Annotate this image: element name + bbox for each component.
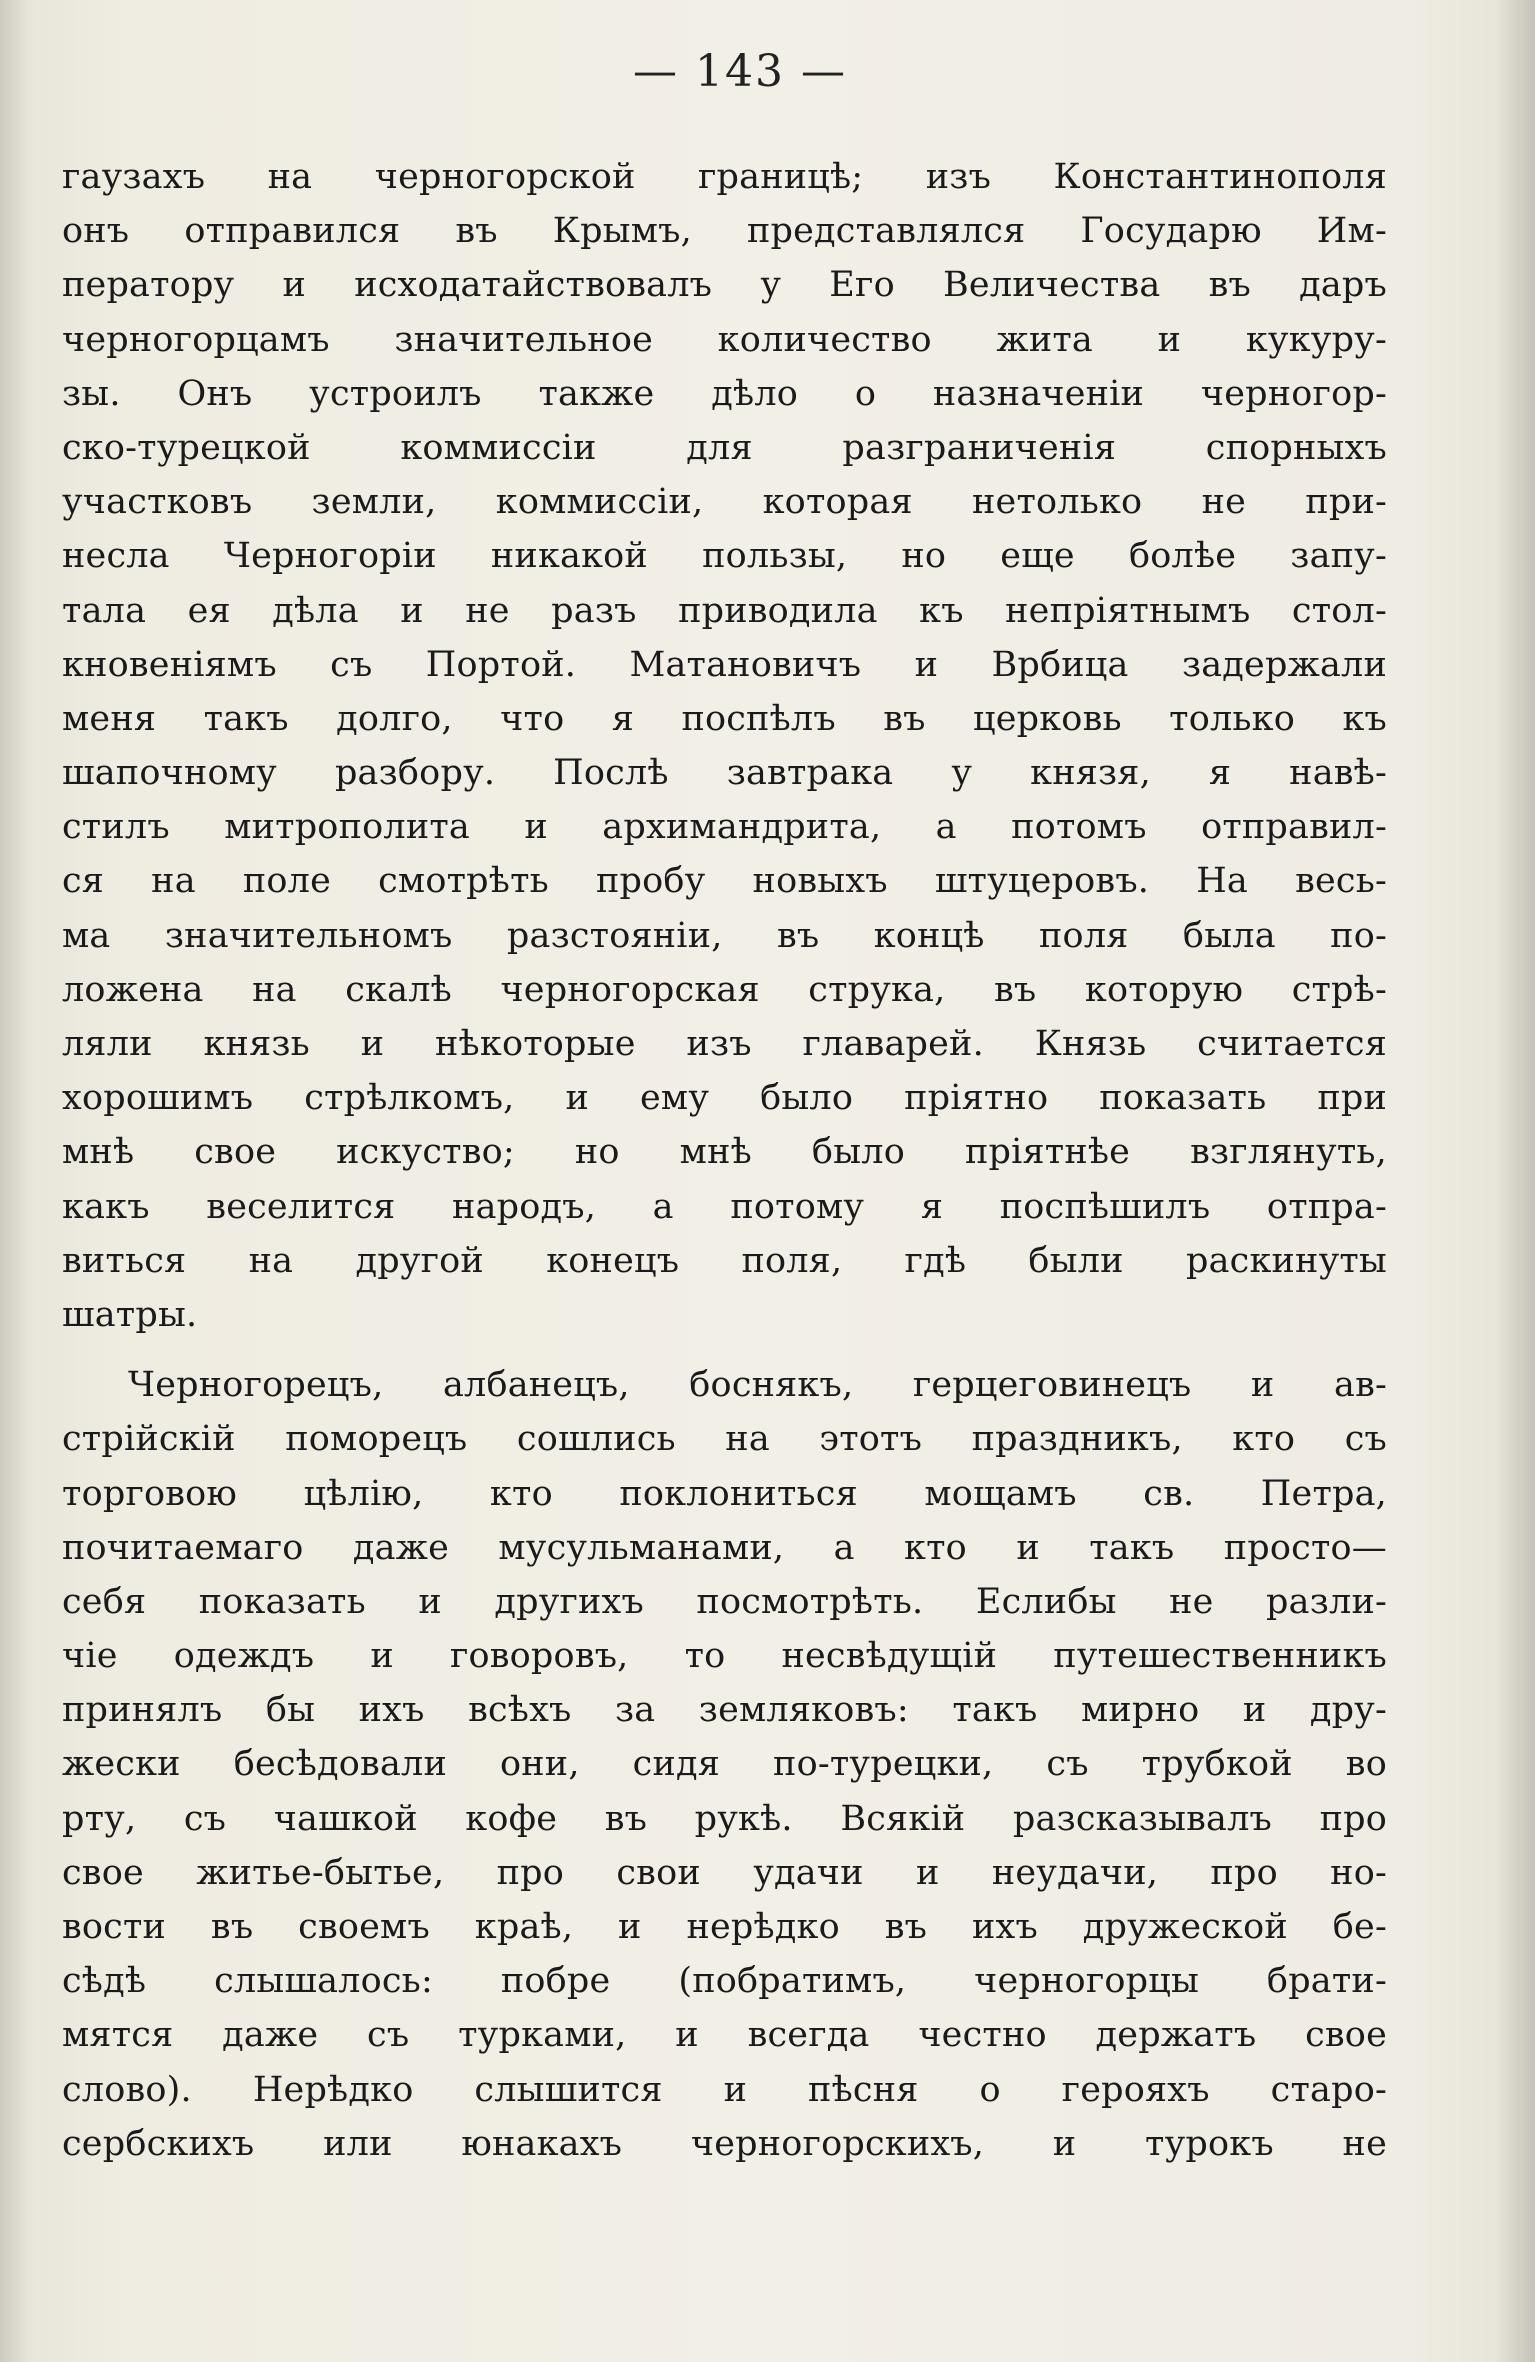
text-line: гаузахъ на черногорской границѣ; изъ Константинополя xyxy=(62,157,1387,197)
text-line: ложена на скалѣ черногорская струка, въ которую стрѣ- xyxy=(62,969,1387,1010)
text-line: сербскихъ или юнакахъ черногорскихъ, и турокъ не xyxy=(62,2123,1387,2164)
text-line: вости въ своемъ краѣ, и нерѣдко въ ихъ дружеской бе- xyxy=(62,1907,1387,1947)
text-line: ся на поле смотрѣть пробу новыхъ штуцеровъ. На весь- xyxy=(62,861,1387,902)
text-line: себя показать и другихъ посмотрѣть. Еслибы не разли- xyxy=(62,1581,1387,1622)
paragraph-1 xyxy=(62,150,1387,1342)
paragraph-gap xyxy=(62,1342,1387,1358)
text-line: слово). Нерѣдко слышится и пѣсня о герояхъ старо- xyxy=(62,2069,1387,2110)
page-number: — 143 — xyxy=(633,46,847,97)
text-line: сѣдѣ слышалось: побре (побратимъ, черногорцы брати- xyxy=(62,1961,1387,2002)
page-right-shadow xyxy=(1495,0,1535,2362)
text-line: кновеніямъ съ Портой. Матановичъ и Врбица задержали xyxy=(62,644,1387,685)
text-line: виться на другой конецъ поля, гдѣ были раскинуты xyxy=(62,1240,1387,1281)
text-line: почитаемаго даже мусульманами, а кто и такъ просто— xyxy=(62,1527,1387,1568)
text-line: Черногорецъ, албанецъ, боснякъ, герцеговинецъ и ав- xyxy=(128,1365,1387,1406)
body-text xyxy=(62,150,1387,2171)
text-line: меня такъ долго, что я поспѣлъ въ церковь только къ xyxy=(62,698,1387,739)
text-line: ляли князь и нѣкоторые изъ главарей. Князь считается xyxy=(62,1024,1387,1064)
text-line: участковъ земли, коммиссіи, которая нетолько не при- xyxy=(62,482,1387,523)
text-line: несла Черногоріи никакой пользы, но еще болѣе запу- xyxy=(62,536,1387,577)
text-line: какъ веселится народъ, а потому я поспѣшилъ отпра- xyxy=(62,1186,1387,1227)
text-line: торговою цѣлію, кто поклониться мощамъ св. Петра, xyxy=(62,1473,1387,1514)
text-line: хорошимъ стрѣлкомъ, и ему было пріятно показать при xyxy=(62,1078,1387,1119)
paragraph-2 xyxy=(62,1358,1387,2171)
text-line: жески бесѣдовали они, сидя по-турецки, съ трубкой во xyxy=(62,1744,1387,1785)
text-line: стрійскій поморецъ сошлись на этотъ праздникъ, кто съ xyxy=(62,1419,1387,1460)
text-line: мятся даже съ турками, и всегда честно держатъ свое xyxy=(62,2015,1387,2056)
text-line: мнѣ свое искуство; но мнѣ было пріятнѣе взглянуть, xyxy=(62,1132,1387,1173)
text-line: черногорцамъ значительное количество жита и кукуру- xyxy=(62,319,1387,360)
text-line: ма значительномъ разстояніи, въ концѣ поля была по- xyxy=(62,915,1387,956)
page-left-shadow xyxy=(0,0,30,2362)
text-line: чіе одеждъ и говоровъ, то несвѣдущій путешественникъ xyxy=(62,1636,1387,1677)
text-line: ско-турецкой коммиссіи для разграниченія спорныхъ xyxy=(62,427,1387,468)
text-line: онъ отправился въ Крымъ, представлялся Государю Им- xyxy=(62,211,1387,252)
text-line: принялъ бы ихъ всѣхъ за земляковъ: такъ мирно и дру- xyxy=(62,1690,1387,1731)
text-line: рту, съ чашкой кофе въ рукѣ. Всякій разсказывалъ про xyxy=(62,1798,1387,1839)
text-line: свое житье-бытье, про свои удачи и неудачи, про но- xyxy=(62,1852,1387,1893)
text-line: стилъ митрополита и архимандрита, а потомъ отправил- xyxy=(62,807,1387,848)
text-line: ператору и исходатайствовалъ у Его Величества въ даръ xyxy=(62,265,1387,306)
text-line: тала ея дѣла и не разъ приводила къ непріятнымъ стол- xyxy=(62,590,1387,631)
text-line: шапочному разбору. Послѣ завтрака у князя, я навѣ- xyxy=(62,753,1387,794)
text-line: шатры. xyxy=(62,1294,198,1335)
text-line: зы. Онъ устроилъ также дѣло о назначеніи черногор- xyxy=(62,373,1387,414)
